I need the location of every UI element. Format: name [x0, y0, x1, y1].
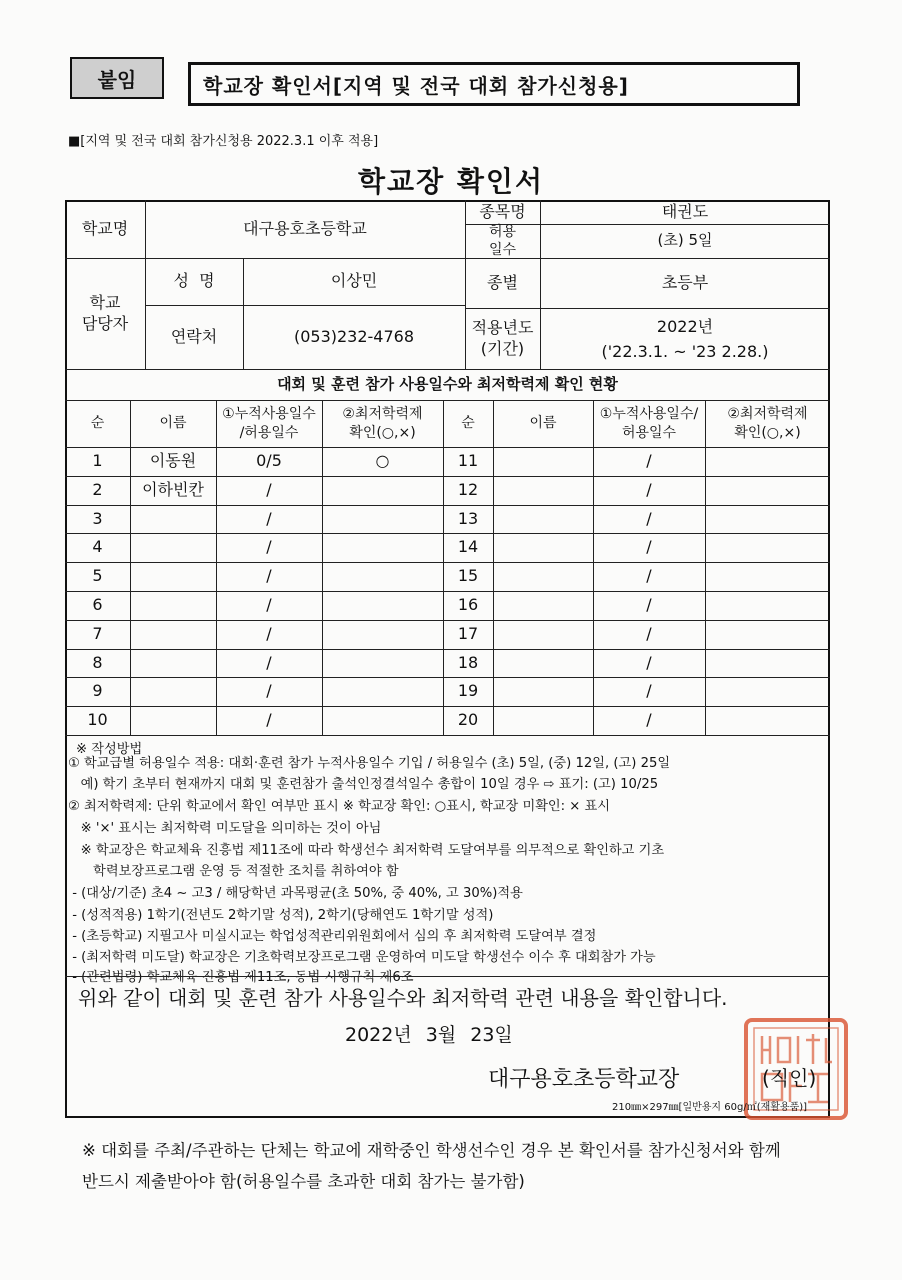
table-cell-usage2: / — [646, 681, 652, 701]
table-cell-n2: 11 — [457, 451, 479, 470]
table-cell-check — [322, 706, 443, 735]
table-cell-name2 — [493, 533, 593, 562]
table-cell-usage: / — [266, 479, 272, 499]
table-cell-usage: / — [266, 681, 272, 701]
instruction-line: ※ 학교장은 학교체육 진흥법 제11조에 따라 학생선수 최저학력 도달여부를 의무적으로 확인하고 기초 — [68, 843, 665, 858]
event-value: 태권도 — [661, 201, 709, 221]
instruction-line: - (초등학교) 지필고사 미실시교는 학업성적관리위원회에서 심의 후 최저학력 도달여부 결정 — [68, 929, 597, 944]
table-cell-n: 7 — [92, 623, 103, 643]
table-cell-check — [322, 476, 443, 505]
table-cell-n: 6 — [92, 595, 103, 614]
table-cell-n2: 15 — [457, 566, 479, 586]
school-label: 학교명 — [81, 218, 129, 238]
instruction-line: 학력보장프로그램 운영 등 적절한 조치를 취하여야 함 — [68, 864, 399, 879]
table-cell-usage: / — [266, 623, 272, 643]
table-header-usage: ①누적사용일수 /허용일수 — [222, 406, 316, 441]
category-value: 초등부 — [661, 272, 709, 292]
table-header-grade-check2: ②최저학력제 확인(○,×) — [727, 406, 808, 441]
school-value: 대구용호초등학교 — [243, 218, 367, 238]
table-cell-name — [130, 620, 216, 649]
table-cell-check — [322, 620, 443, 649]
table-header-usage2: ①누적사용일수/ 허용일수 — [599, 406, 699, 441]
table-cell-n: 2 — [92, 479, 103, 499]
table-cell-check — [322, 562, 443, 591]
table-cell-usage2: / — [646, 566, 652, 586]
table-header-seq2: 순 — [461, 415, 475, 432]
instruction-line: ② 최저학력제: 단위 학교에서 확인 여부만 표시 ※ 학교장 확인: ○표시, 학교장 미확인: × 표시 — [68, 799, 611, 814]
instruction-line: ※ '×' 표시는 최저학력 미도달을 의미하는 것이 아님 — [68, 821, 382, 836]
table-cell-name — [130, 533, 216, 562]
attachment-label: 붙임 — [70, 57, 164, 99]
table-cell-name2 — [493, 677, 593, 706]
table-cell-n2: 14 — [457, 537, 479, 557]
table-cell-name2 — [493, 476, 593, 505]
table-cell-check2 — [705, 562, 830, 591]
table-cell-name — [130, 505, 216, 534]
header-title: 학교장 확인서[지역 및 전국 대회 참가신청용] — [188, 62, 800, 106]
table-cell-name2 — [493, 706, 593, 735]
table-cell-usage: 0/5 — [256, 451, 282, 470]
table-cell-check — [322, 677, 443, 706]
table-cell-name2 — [493, 649, 593, 678]
table-cell-n2: 19 — [457, 681, 479, 701]
table-cell-check2 — [705, 533, 830, 562]
allowed-days-value: (초) 5일 — [657, 231, 713, 250]
table-cell-n: 1 — [92, 451, 103, 470]
paper-spec: 210㎜×297㎜[일반용지 60g/㎡(재활용품)] — [612, 1102, 808, 1113]
table-cell-check — [322, 649, 443, 678]
table-cell-check: ○ — [375, 451, 390, 470]
instruction-line: - (관련법령) 학교체육 진흥법 제11조, 동법 시행규칙 제6조 — [68, 970, 414, 985]
table-cell-name2 — [493, 591, 593, 620]
table-cell-name — [130, 649, 216, 678]
period-value: ('22.3.1. ~ '23 2.28.) — [601, 341, 769, 361]
footnote-line-1: ※ 대회를 주최/주관하는 단체는 학교에 재학중인 학생선수인 경우 본 확인서를 참가신청서와 함께 — [82, 1141, 781, 1160]
table-cell-n2: 18 — [457, 652, 479, 672]
contact-value: (053)232-4768 — [293, 326, 415, 346]
table-cell-name2 — [493, 447, 593, 476]
table-cell-n: 9 — [92, 681, 103, 701]
table-cell-check — [322, 591, 443, 620]
manager-label: 학교 담당자 — [81, 292, 129, 333]
table-cell-check — [322, 505, 443, 534]
table-cell-n2: 12 — [457, 479, 479, 499]
table-cell-name: 이하빈칸 — [142, 479, 204, 499]
table-cell-check2 — [705, 649, 830, 678]
table-cell-name — [130, 591, 216, 620]
instruction-line: - (최저학력 미도달) 학교장은 기초학력보장프로그램 운영하여 미도달 학생선수 이수 후 대회참가 가능 — [68, 950, 656, 965]
table-cell-usage2: / — [646, 710, 652, 730]
table-cell-n2: 16 — [457, 595, 479, 614]
table-cell-usage: / — [266, 566, 272, 586]
seal-label: (직인) — [762, 1066, 817, 1090]
table-cell-usage2: / — [646, 652, 652, 672]
table-cell-check2 — [705, 677, 830, 706]
table-cell-n2: 13 — [457, 508, 479, 528]
table-cell-n: 3 — [92, 508, 103, 528]
event-label: 종목명 — [479, 201, 526, 221]
name-value: 이상민 — [330, 271, 378, 291]
table-cell-n: 10 — [87, 710, 108, 730]
table-cell-name2 — [493, 620, 593, 649]
name-label: 성 명 — [173, 271, 215, 291]
instruction-line: ① 학교급별 허용일수 적용: 대회·훈련 참가 누적사용일수 기입 / 허용일수 (초) 5일, (중) 12일, (고) 25일 — [68, 756, 671, 771]
table-cell-n2: 17 — [457, 623, 479, 643]
applicability-note: ■[지역 및 전국 대회 참가신청용 2022.3.1 이후 적용] — [68, 134, 379, 149]
table-cell-check2 — [705, 476, 830, 505]
table-cell-usage: / — [266, 595, 272, 614]
table-cell-usage2: / — [646, 623, 652, 643]
year-label: 적용년도 (기간) — [471, 317, 534, 358]
instruction-line: - (성적적용) 1학기(전년도 2학기말 성적), 2학기(당해연도 1학기말 성적) — [68, 908, 494, 923]
table-cell-name — [130, 706, 216, 735]
table-header-grade-check: ②최저학력제 확인(○,×) — [342, 406, 423, 441]
table-cell-name: 이동원 — [149, 451, 197, 470]
table-cell-name — [130, 677, 216, 706]
table-cell-name — [130, 562, 216, 591]
principal-name: 대구용호초등학교장 — [488, 1067, 680, 1092]
table-header-seq: 순 — [90, 415, 105, 432]
table-cell-check2 — [705, 447, 830, 476]
table-cell-n: 8 — [92, 652, 103, 672]
table-cell-usage2: / — [646, 451, 652, 470]
contact-label: 연락처 — [170, 326, 218, 346]
table-cell-check — [322, 533, 443, 562]
divider — [65, 976, 830, 977]
table-cell-name2 — [493, 505, 593, 534]
table-header-name: 이름 — [159, 415, 187, 432]
table-cell-usage: / — [266, 710, 272, 730]
table-cell-check2 — [705, 706, 830, 735]
table-cell-usage: / — [266, 537, 272, 557]
table-cell-n: 4 — [92, 537, 103, 557]
year-value: 2022년 — [656, 316, 714, 336]
table-cell-usage: / — [266, 652, 272, 672]
table-cell-usage2: / — [646, 479, 652, 499]
table-cell-usage2: / — [646, 537, 652, 557]
document-title: 학교장 확인서 — [357, 165, 545, 198]
table-cell-name2 — [493, 562, 593, 591]
category-label: 종별 — [487, 272, 518, 292]
section-title: 대회 및 훈련 참가 사용일수와 최저학력제 확인 현황 — [277, 374, 618, 393]
table-header-name2: 이름 — [529, 415, 557, 432]
confirmation-text: 위와 같이 대회 및 훈련 참가 사용일수와 최저학력 관련 내용을 확인합니다. — [78, 986, 728, 1010]
instruction-line: - (대상/기준) 초4 ~ 고3 / 해당학년 과목평균(초 50%, 중 40%, 고 30%)적용 — [68, 886, 523, 901]
instruction-line: 예) 학기 초부터 현재까지 대회 및 훈련참가 출석인정결석일수 총합이 10일 경우 ⇨ 표기: (고) 10/25 — [68, 777, 659, 792]
table-cell-usage2: / — [646, 508, 652, 528]
table-cell-check2 — [705, 591, 830, 620]
table-cell-usage2: / — [646, 595, 652, 614]
date-text: 2022년 3월 23일 — [345, 1024, 513, 1046]
instructions-heading: ※ 작성방법 — [76, 742, 143, 757]
footnote-line-2: 반드시 제출받아야 함(허용일수를 초과한 대회 참가는 불가함) — [82, 1172, 525, 1191]
table-cell-check2 — [705, 620, 830, 649]
table-cell-usage: / — [266, 508, 272, 528]
allowed-days-label: 허용 일수 — [488, 223, 517, 258]
table-divider — [65, 735, 830, 736]
table-cell-check2 — [705, 505, 830, 534]
table-cell-n2: 20 — [457, 710, 479, 730]
table-cell-n: 5 — [92, 566, 103, 586]
